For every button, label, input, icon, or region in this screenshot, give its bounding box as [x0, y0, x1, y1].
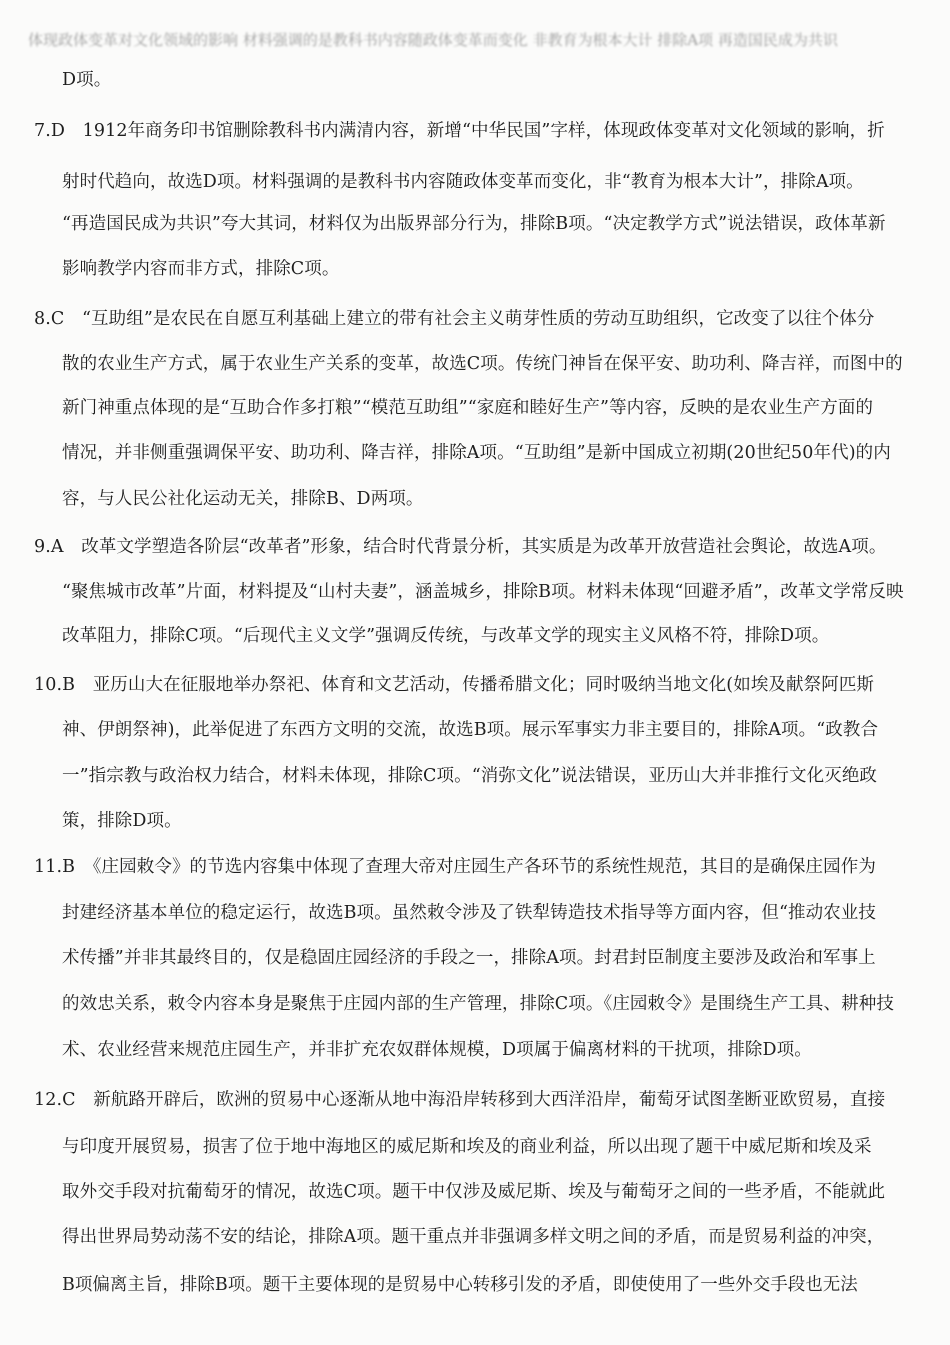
prev-answer-tail: D项。	[62, 70, 112, 90]
answer-10-line: 10.B 亚历山大在征服地举办祭祀、体育和文艺活动，传播希腊文化；同时吸纳当地文化(如埃及献祭阿匹斯	[34, 675, 875, 695]
answer-8-line: 8.C “互助组”是农民在自愿互利基础上建立的带有社会主义萌芽性质的劳动互助组织，它改变了以往个体分	[34, 309, 875, 329]
answer-9-line: “聚焦城市改革”片面，材料提及“山村夫妻”，涵盖城乡，排除B项。材料未体现“回避矛盾”，改革文学常反映	[62, 582, 904, 602]
answer-12-line: 取外交手段对抗葡萄牙的情况，故选C项。题干中仅涉及威尼斯、埃及与葡萄牙之间的一些矛盾，不能就此	[62, 1182, 886, 1202]
answer-8-line: 容，与人民公社化运动无关，排除B、D两项。	[62, 489, 424, 509]
cropped-top-line: 体现政体变革对文化领域的影响 材料强调的是教科书内容随政体变革而变化 非教育为根本大计 排除A项 再造国民成为共识	[28, 31, 838, 49]
answer-8-line: 情况，并非侧重强调保平安、助功利、降吉祥，排除A项。“互助组”是新中国成立初期(20世纪50年代)的内	[62, 443, 891, 463]
answer-9-line: 9.A 改革文学塑造各阶层“改革者”形象，结合时代背景分析，其实质是为改革开放营造社会舆论，故选A项。	[34, 537, 887, 557]
answer-10-line: 神、伊朗祭神)，此举促进了东西方文明的交流，故选B项。展示军事实力非主要目的，排除A项。“政教合	[62, 720, 879, 740]
answer-10-line: 一”指宗教与政治权力结合，材料未体现，排除C项。“消弥文化”说法错误，亚历山大并非推行文化灭绝政	[62, 766, 878, 786]
answer-11-line: 术、农业经营来规范庄园生产，并非扩充农奴群体规模，D项属于偏离材料的干扰项，排除D项。	[62, 1040, 812, 1060]
answer-12-line: 得出世界局势动荡不安的结论，排除A项。题干重点并非强调多样文明之间的矛盾，而是贸易利益的冲突，	[62, 1227, 885, 1247]
answer-7-line: 7.D 1912年商务印书馆删除教科书内满清内容，新增“中华民国”字样，体现政体变革对文化领域的影响，折	[34, 121, 885, 141]
answer-7-line: “再造国民成为共识”夸大其词，材料仅为出版界部分行为，排除B项。“决定教学方式”说法错误，政体革新	[62, 214, 886, 234]
answer-12-line: 与印度开展贸易，损害了位于地中海地区的威尼斯和埃及的商业利益，所以出现了题干中威尼斯和埃及采	[62, 1137, 872, 1157]
answer-11-line: 术传播”并非其最终目的，仅是稳固庄园经济的手段之一，排除A项。封君封臣制度主要涉及政治和军事上	[62, 948, 876, 968]
answer-11-line: 的效忠关系，敕令内容本身是聚焦于庄园内部的生产管理，排除C项。《庄园敕令》是围绕生产工具、耕种技	[62, 994, 894, 1014]
answer-8-line: 新门神重点体现的是“互助合作多打粮”“模范互助组”“家庭和睦好生产”等内容，反映的是农业生产方面的	[62, 398, 874, 418]
answer-8-line: 散的农业生产方式，属于农业生产关系的变革，故选C项。传统门神旨在保平安、助功利、降吉祥，而图中的	[62, 354, 903, 374]
answer-7-line: 影响教学内容而非方式，排除C项。	[62, 259, 340, 279]
answer-7-line: 射时代趋向，故选D项。材料强调的是教科书内容随政体变革而变化，非“教育为根本大计”，排除A项。	[62, 172, 864, 192]
answer-11-line: 11.B 《庄园敕令》的节选内容集中体现了查理大帝对庄园生产各环节的系统性规范，其目的是确保庄园作为	[34, 857, 876, 877]
answer-12-line-cropped: B项偏离主旨，排除B项。题干主要体现的是贸易中心转移引发的矛盾，即使使用了一些外交手段也无法	[62, 1275, 858, 1295]
answer-11-line: 封建经济基本单位的稳定运行，故选B项。虽然敕令涉及了铁犁铸造技术指导等方面内容，但“推动农业技	[62, 903, 877, 923]
answer-10-line: 策，排除D项。	[62, 811, 182, 831]
answer-9-line: 改革阻力，排除C项。“后现代主义文学”强调反传统，与改革文学的现实主义风格不符，排除D项。	[62, 626, 830, 646]
answer-12-line: 12.C 新航路开辟后，欧洲的贸易中心逐渐从地中海沿岸转移到大西洋沿岸，葡萄牙试图垄断亚欧贸易，直接	[34, 1090, 886, 1110]
